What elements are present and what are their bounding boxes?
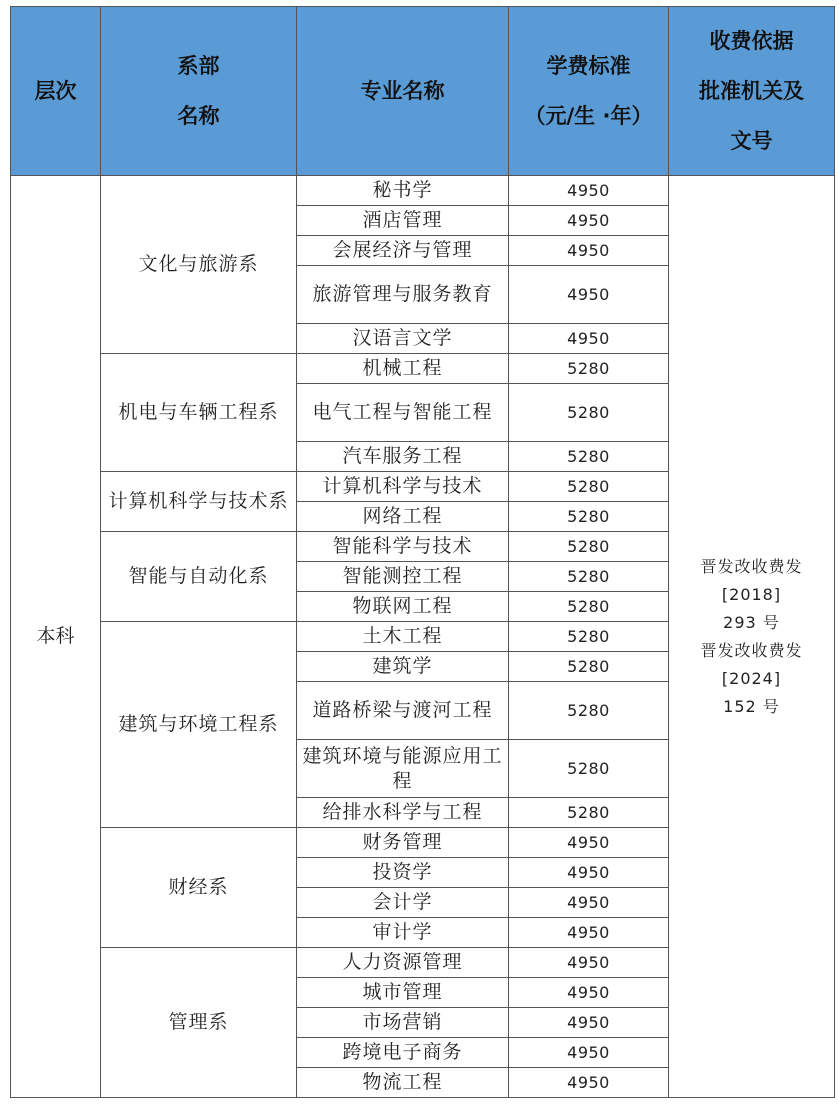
fee-cell: 5280 (509, 384, 669, 442)
fee-cell: 5280 (509, 502, 669, 532)
fee-cell: 5280 (509, 592, 669, 622)
major-name-cell: 机械工程 (297, 354, 509, 384)
fee-cell: 4950 (509, 176, 669, 206)
fee-cell: 4950 (509, 918, 669, 948)
header-fee-line1: 学费标准 (546, 54, 631, 78)
major-name-cell: 智能测控工程 (297, 562, 509, 592)
fee-cell: 5280 (509, 682, 669, 740)
fee-basis-line6: 152 号 (723, 696, 780, 716)
header-department-line2: 名称 (177, 104, 220, 128)
major-name-cell: 会计学 (297, 888, 509, 918)
major-name-cell: 物流工程 (297, 1068, 509, 1098)
fee-cell: 4950 (509, 236, 669, 266)
header-fee (509, 7, 669, 176)
fee-cell: 5280 (509, 472, 669, 502)
major-name-cell: 计算机科学与技术 (297, 472, 509, 502)
table-body (11, 176, 835, 1098)
major-name-cell: 道路桥梁与渡河工程 (297, 682, 509, 740)
major-name-cell: 人力资源管理 (297, 948, 509, 978)
fee-basis-line4: 晋发改收费发 (700, 640, 803, 660)
fee-cell: 4950 (509, 1068, 669, 1098)
fee-cell: 4950 (509, 1038, 669, 1068)
major-name-cell: 会展经济与管理 (297, 236, 509, 266)
header-basis-line3: 文号 (730, 129, 773, 153)
major-name-cell: 汉语言文学 (297, 324, 509, 354)
fee-cell: 4950 (509, 858, 669, 888)
major-name-cell: 投资学 (297, 858, 509, 888)
fee-cell: 4950 (509, 888, 669, 918)
table-row (11, 176, 835, 206)
major-name-cell: 财务管理 (297, 828, 509, 858)
major-name-cell: 电气工程与智能工程 (297, 384, 509, 442)
fee-cell: 4950 (509, 828, 669, 858)
fee-cell: 5280 (509, 652, 669, 682)
major-name-cell: 给排水科学与工程 (297, 798, 509, 828)
fee-basis-line3: 293 号 (723, 612, 780, 632)
fee-cell: 5280 (509, 354, 669, 384)
major-name-cell: 汽车服务工程 (297, 442, 509, 472)
department-cell: 建筑与环境工程系 (101, 622, 297, 828)
level-cell: 本科 (11, 176, 101, 1098)
header-basis-line1: 收费依据 (709, 29, 794, 53)
table-header-row (11, 7, 835, 176)
fee-cell: 5280 (509, 562, 669, 592)
major-name-cell: 城市管理 (297, 978, 509, 1008)
header-fee-line2: （元/生 ·年） (524, 104, 653, 128)
major-name-cell: 智能科学与技术 (297, 532, 509, 562)
header-department (101, 7, 297, 176)
major-name-cell: 物联网工程 (297, 592, 509, 622)
major-name-cell: 旅游管理与服务教育 (297, 266, 509, 324)
fee-cell: 4950 (509, 978, 669, 1008)
fee-basis-line2: [2018] (721, 584, 782, 604)
tuition-fee-table (10, 6, 835, 1098)
fee-basis-line5: [2024] (721, 668, 782, 688)
header-major: 专业名称 (297, 7, 509, 176)
major-name-cell: 土木工程 (297, 622, 509, 652)
fee-cell: 5280 (509, 622, 669, 652)
department-cell: 计算机科学与技术系 (101, 472, 297, 532)
major-name-cell: 建筑学 (297, 652, 509, 682)
fee-cell: 5280 (509, 532, 669, 562)
fee-cell: 5280 (509, 740, 669, 798)
fee-cell: 5280 (509, 798, 669, 828)
fee-table-container (10, 6, 834, 1098)
department-cell: 智能与自动化系 (101, 532, 297, 622)
department-cell: 机电与车辆工程系 (101, 354, 297, 472)
major-name-cell: 网络工程 (297, 502, 509, 532)
fee-cell: 4950 (509, 948, 669, 978)
header-basis-line2: 批准机关及 (699, 79, 804, 103)
header-basis (669, 7, 835, 176)
major-name-cell: 审计学 (297, 918, 509, 948)
header-department-line1: 系部 (177, 54, 220, 78)
fee-cell: 4950 (509, 266, 669, 324)
department-cell: 管理系 (101, 948, 297, 1098)
header-level: 层次 (11, 7, 101, 176)
major-name-cell: 建筑环境与能源应用工程 (297, 740, 509, 798)
fee-cell: 5280 (509, 442, 669, 472)
major-name-cell: 市场营销 (297, 1008, 509, 1038)
major-name-cell: 酒店管理 (297, 206, 509, 236)
major-name-cell: 秘书学 (297, 176, 509, 206)
major-name-cell: 跨境电子商务 (297, 1038, 509, 1068)
fee-cell: 4950 (509, 1008, 669, 1038)
department-cell: 文化与旅游系 (101, 176, 297, 354)
department-cell: 财经系 (101, 828, 297, 948)
fee-cell: 4950 (509, 206, 669, 236)
fee-basis-cell (669, 176, 835, 1098)
fee-basis-line1: 晋发改收费发 (700, 556, 803, 576)
fee-cell: 4950 (509, 324, 669, 354)
